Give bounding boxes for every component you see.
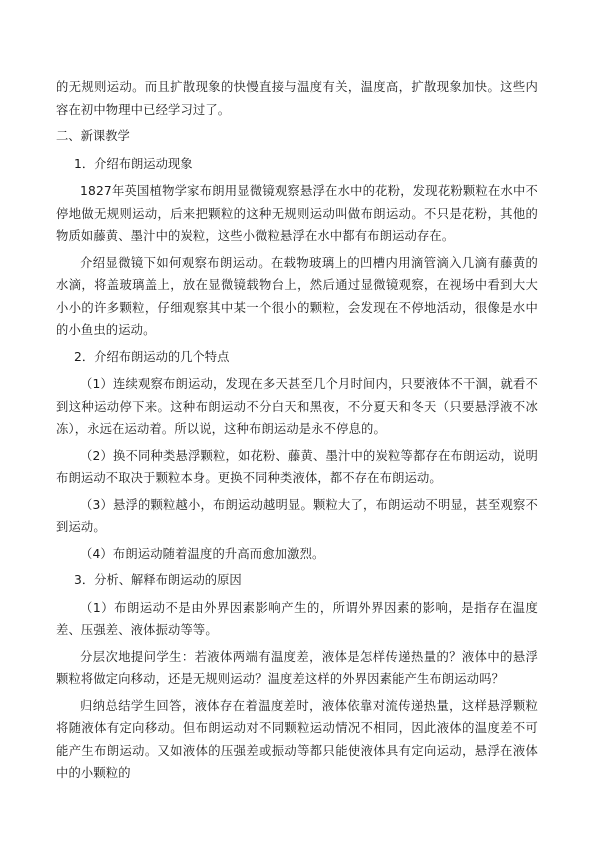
paragraph-continuation: 的无规则运动。而且扩散现象的快慢直接与温度有关，温度高，扩散现象加快。这些内容在初中物理中已经学习过了。 [56,80,538,117]
paragraph-feature-2: （2）换不同种类悬浮颗粒，如花粉、藤黄、墨汁中的炭粒等都存在布朗运动，说明布朗运动不取决于颗粒本身。更换不同种类液体，都不存在布朗运动。 [56,448,538,485]
paragraph-brown-history: 1827年英国植物学家布朗用显微镜观察悬浮在水中的花粉，发现花粉颗粒在水中不停地做无规则运动，后来把颗粒的这种无规则运动叫做布朗运动。不只是花粉，其他的物质如藤黄、墨汁中的炭粒，这些小微粒悬浮在水中都有布朗运动存在。 [56,184,538,243]
paragraph-summary: 归纳总结学生回答，液体存在着温度差时，液体依靠对流传递热量，这样悬浮颗粒将随液体有定向移动。但布朗运动对不同颗粒运动情况不相同，因此液体的温度差不可能产生布朗运动。又如液体的压强差或振动等都只能使液体具有定向运动，悬浮在液体中的小颗粒的 [56,698,538,780]
paragraph-feature-3: （3）悬浮的颗粒越小，布朗运动越明显。颗粒大了，布朗运动不明显，甚至观察不到运动。 [56,497,538,534]
paragraph-microscope-observation: 介绍显微镜下如何观察布朗运动。在载物玻璃上的凹槽内用滴管滴入几滴有藤黄的水滴，将盖玻璃盖上，放在显微镜载物台上，然后通过显微镜观察，在视场中看到大大小小的许多颗粒，仔细观察其中某一个很小的颗粒，会发现在不停地活动，很像是水中的小鱼虫的运动。 [56,255,538,337]
paragraph-questions: 分层次地提问学生：若液体两端有温度差，液体是怎样传递热量的？液体中的悬浮颗粒将做定向移动，还是无规则运动？温度差这样的外界因素能产生布朗运动吗？ [56,649,538,686]
paragraph-analysis-1: （1）布朗运动不是由外界因素影响产生的，所谓外界因素的影响，是指存在温度差、压强差、液体振动等等。 [56,600,538,637]
section-heading-new-lesson: 二、新课教学 [56,129,130,143]
subsection-heading-analysis: 3．分析、解释布朗运动的原因 [74,573,242,587]
subsection-heading-brownian-phenomenon: 1．介绍布朗运动现象 [74,156,193,171]
paragraph-feature-4: （4）布朗运动随着温度的升高而愈加激烈。 [80,546,325,561]
paragraph-feature-1: （1）连续观察布朗运动，发现在多天甚至几个月时间内，只要液体不干涸，就看不到这种运动停下来。这种布朗运动不分白天和黑夜，不分夏天和冬天（只要悬浮液不冰冻），永远在运动着。所以说，这种布朗运动是永不停息的。 [56,377,538,436]
subsection-heading-features: 2．介绍布朗运动的几个特点 [74,349,230,364]
document-body [56,76,538,789]
